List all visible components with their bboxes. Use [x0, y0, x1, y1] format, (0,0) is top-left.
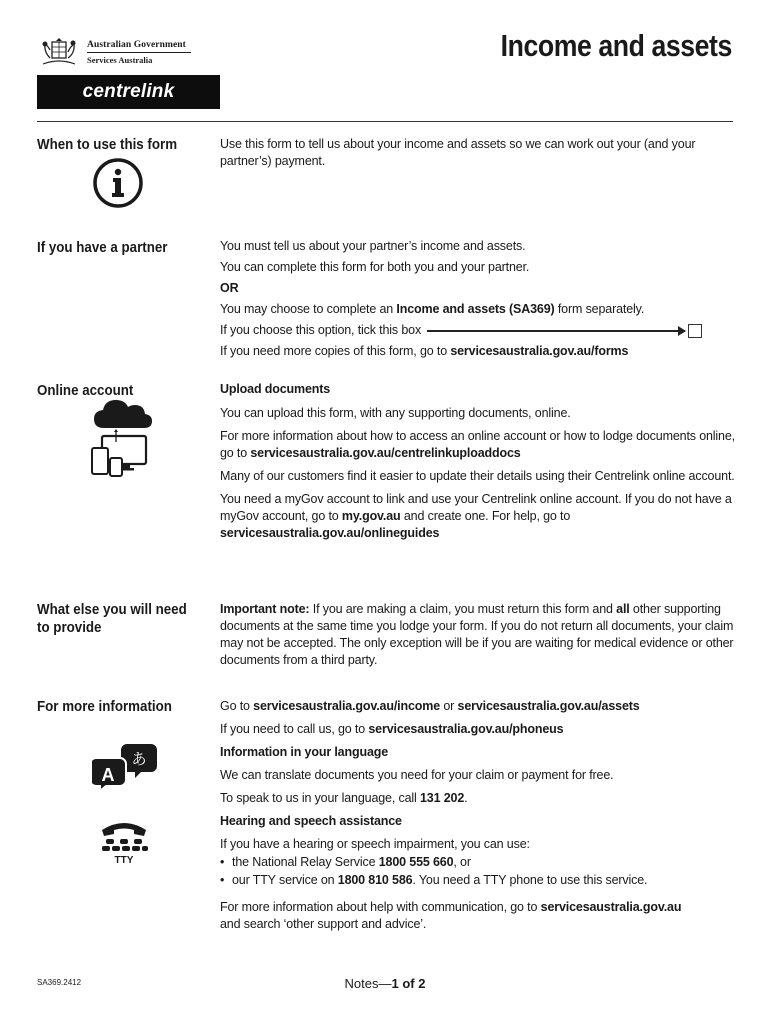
- label-more-info: For more information: [37, 699, 172, 715]
- period: .: [464, 791, 468, 805]
- form-code: SA369.2412: [37, 978, 82, 987]
- more-call: [220, 721, 735, 738]
- partner-line-2: You can complete this form for both you and your partner.: [220, 260, 530, 274]
- income-link[interactable]: servicesaustralia.gov.au/income: [253, 699, 441, 713]
- label-partner: If you have a partner: [37, 240, 168, 256]
- mygov-link[interactable]: my.gov.au: [341, 509, 401, 523]
- header-divider: [37, 121, 733, 122]
- forms-link[interactable]: servicesaustralia.gov.au/forms: [450, 344, 629, 358]
- online-p3: Many of our customers find it easier to update their details using their Centrelink online account.: [220, 469, 735, 483]
- sa369-form-name: Income and assets (SA369): [396, 302, 555, 316]
- tty-phone-icon: [98, 820, 150, 866]
- p4-text-c: and create one. For help, go to: [400, 509, 571, 523]
- language-icon: [92, 742, 158, 790]
- services-australia-link[interactable]: servicesaustralia.gov.au: [540, 900, 682, 914]
- tty-text: our TTY service on: [232, 873, 338, 887]
- gov-divider: [87, 52, 191, 53]
- label-when-to-use: When to use this form: [37, 137, 178, 153]
- arrow-right-icon: [427, 330, 685, 332]
- upload-heading: Upload documents: [220, 382, 331, 396]
- coat-of-arms-icon: [37, 34, 81, 70]
- hearing-bullet-2: [220, 872, 735, 889]
- line3-a: You may choose to complete an: [220, 302, 397, 316]
- more-info-section: [220, 698, 735, 937]
- lang-call-text: To speak to us in your language, call: [220, 791, 420, 805]
- what-else-section: [220, 601, 735, 673]
- online-guides-link[interactable]: servicesaustralia.gov.au/onlineguides: [220, 526, 440, 540]
- tick-row: [220, 322, 735, 339]
- gov-name: Australian Government: [87, 39, 186, 50]
- upload-docs-link[interactable]: servicesaustralia.gov.au/centrelinkuploaddocs: [250, 446, 521, 460]
- lang-icon-japanese: あ: [131, 750, 147, 768]
- p2-text: For more information about how to access an online account or how to lodge documents online, go to: [220, 429, 735, 460]
- page-number: 1 of 2: [391, 976, 426, 991]
- important-note: [220, 601, 735, 669]
- call-text: If you need to call us, go to: [220, 722, 369, 736]
- agency-logo: [37, 33, 220, 109]
- go-text: Go to: [220, 699, 254, 713]
- footer-page: [0, 976, 770, 991]
- tty-text-c: . You need a TTY phone to use this service.: [412, 873, 648, 887]
- phoneus-link[interactable]: servicesaustralia.gov.au/phoneus: [368, 722, 564, 736]
- nrs-or: , or: [453, 855, 471, 869]
- line3-c: form separately.: [554, 302, 645, 316]
- partner-copies: [220, 343, 735, 360]
- info-icon: [92, 157, 144, 209]
- communication-p: [220, 899, 735, 933]
- separate-form-checkbox[interactable]: [688, 324, 702, 338]
- label-what-else-line2: to provide: [37, 620, 102, 636]
- lang-heading: Information in your language: [220, 745, 389, 759]
- when-to-use-paragraph: Use this form to tell us about your income and assets so we can work out your (and your partner’s) payment.: [220, 137, 696, 168]
- partner-line-3: [220, 301, 735, 318]
- partner-section: [220, 238, 735, 364]
- note-text-b: If you are making a claim, you must return this form and: [309, 602, 617, 616]
- label-what-else: [37, 601, 187, 637]
- nrs-text: the National Relay Service: [232, 855, 379, 869]
- p4-text-a: You need a myGov account to link and use your Centrelink online account. If you do not have a myGov account, go to: [220, 492, 732, 523]
- assets-link[interactable]: servicesaustralia.gov.au/assets: [457, 699, 640, 713]
- gov-crest-row: [37, 33, 220, 71]
- or-text-2: or: [440, 699, 458, 713]
- or-text: OR: [220, 281, 239, 295]
- tty-label: TTY: [114, 855, 134, 866]
- important-note-label: Important note:: [220, 602, 310, 616]
- nrs-phone-number[interactable]: 1800 555 660: [378, 855, 454, 869]
- note-text-d: other supporting documents at the same time you lodge your form. If you do not return all documents, your claim may not be accepted. The only exception will be if you are waiting for medical evidence or other documents from a third party.: [220, 602, 734, 667]
- partner-or: [220, 280, 735, 297]
- language-phone-number[interactable]: 131 202: [419, 791, 465, 805]
- hearing-heading: Hearing and speech assistance: [220, 814, 402, 828]
- online-section: [220, 381, 735, 546]
- hearing-bullet-1: [220, 854, 735, 871]
- online-p1: You can upload this form, with any supporting documents, online.: [220, 406, 571, 420]
- note-all: all: [616, 602, 630, 616]
- label-online-account: Online account: [37, 383, 134, 399]
- centrelink-brand: centrelink: [37, 75, 220, 109]
- partner-line-1: You must tell us about your partner’s income and assets.: [220, 239, 526, 253]
- page-title: Income and assets: [500, 28, 732, 63]
- more-go-to: [220, 698, 735, 715]
- online-p2: [220, 428, 735, 462]
- lang-p1: We can translate documents you need for your claim or payment for free.: [220, 768, 614, 782]
- cloud-devices-icon: [90, 400, 154, 478]
- agency-name: Services Australia: [87, 54, 153, 65]
- when-to-use-text: [220, 136, 735, 174]
- label-what-else-line1: What else you will need: [37, 602, 187, 618]
- online-p4: [220, 491, 735, 542]
- hearing-p1: If you have a hearing or speech impairment, you can use:: [220, 837, 530, 851]
- lang-icon-latin: A: [101, 765, 115, 785]
- comm-text-c: and search ‘other support and advice’.: [220, 917, 427, 931]
- tty-phone-number[interactable]: 1800 810 586: [337, 873, 413, 887]
- comm-text: For more information about help with communication, go to: [220, 900, 541, 914]
- notes-label: Notes—: [344, 976, 392, 991]
- lang-p2: [220, 790, 735, 807]
- copies-text: If you need more copies of this form, go to: [220, 344, 451, 358]
- tick-instruction: If you choose this option, tick this box: [220, 323, 422, 337]
